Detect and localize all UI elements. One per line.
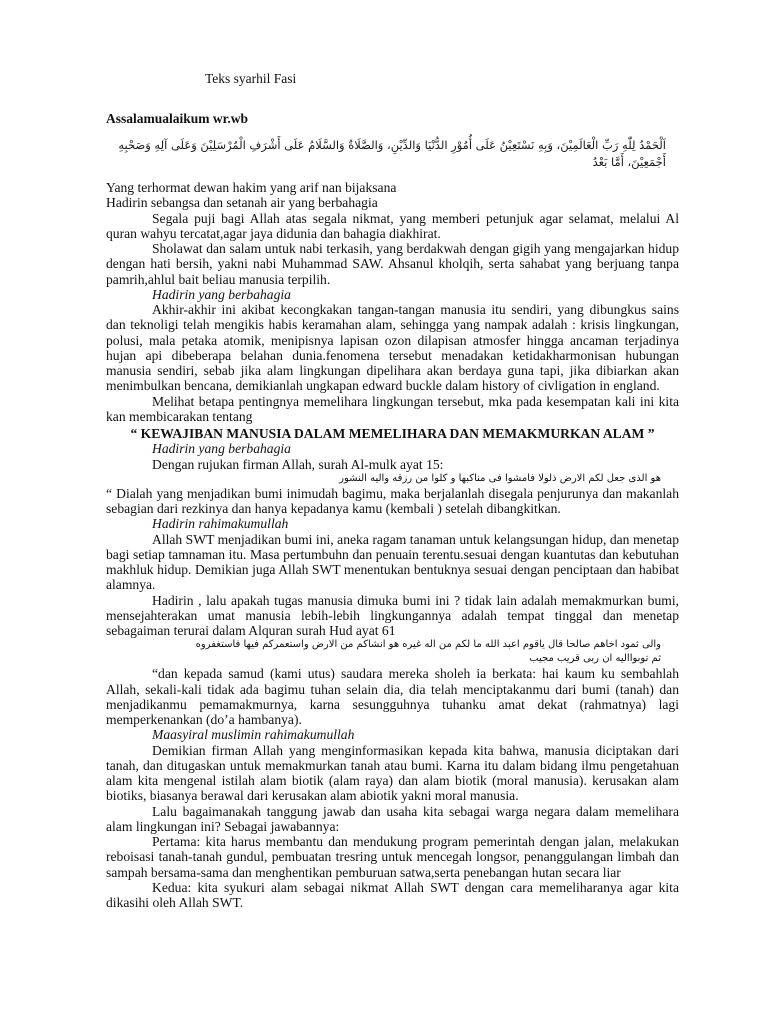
verse-translation: “ Dialah yang menjadikan bumi inimudah bagimu, maka berjalanlah disegala penjurunya dan makanlah sebagian dari rezkinya dan hanya kepadanya kamu (kembali ) setelah dibangkitkan. [106,485,679,516]
section-subheading: Hadirin yang berbahagia [152,286,291,302]
arabic-verse: هو الذى جعل لكم الارض ذلولا فامشوا فى مناكبها و كلوا من رزقه واليه النشور [339,472,661,484]
paragraph: Pertama: kita harus membantu dan mendukung program pemerintah dengan jalan, melakukan reboisasi tanah-tanah gundul, pembuatan tresring untuk mencegah longsor, penanggulangan limbah dan sampah bersama-sama dan menghentikan pemburuan satwa,serta penebangan hutan secara liar [106,834,679,880]
paragraph: Allah SWT menjadikan bumi ini, aneka ragam tanaman untuk kelangsungan hidup, dan menetap bagi setiap tamnaman itu. Masa pertumbuhn dan penuain terentu.sesuai dengan kuantutas dan kebutuhan makhluk hidup. Demikian juga Allah SWT menentukan bentuknya sesuai dengan penciptaan dan habibat alamnya. [106,531,679,593]
paragraph: Akhir-akhir ini akibat kecongkakan tangan-tangan manusia itu sendiri, yang dibungkus sains dan teknoligi telah mengikis habis keramahan alam, sehingga yang nampak adalah : krisis lingkungan, polusi, mala petaka atomik, menipisnya lapisan ozon dilapisan atmosfer hingga ancaman terjadinya hujan api dibeberapa belahan dunia.fenomena tersebut menadakan ketidakharmonisan hubungan manusia sendiri, sebab jika alam lingkungan dipelihara akan berdaya guna tapi, jika dibiarkan akan menimbulkan bencana, demikianlah ungkapan edward buckle dalam history of civligation in england. [106,302,679,394]
arabic-verse: والى ثمود اخاهم صالحا قال ياقوم اعبد الله ما لكم من اله غيره هو انشاكم من الارض واستعمركم فيها فاستغفروه [195,639,661,651]
speech-theme-heading: “ KEWAJIBAN MANUSIA DALAM MEMELIHARA DAN MEMAKMURKAN ALAM ” [130,426,655,441]
greeting-heading: Assalamualaikum wr.wb [106,111,249,126]
paragraph: Sholawat dan salam untuk nabi terkasih, yang berdakwah dengan gigih yang mengajarkan hidup dengan hati bersih, yakni nabi Muhammad SAW. Ahsanul kholqih, serta sahabat yang berjuang tanpa pamrih,ahlul bait beliau manusia terpilih. [106,241,679,287]
paragraph: Demikian firman Allah yang menginformasikan kepada kita bahwa, manusia diciptakan dari tanah, dan ditugaskan untuk memakmurkan tanah atau bumi. Karna itu dalam bidang ilmu pengetahuan alam kita mengenal istilah alam biotik (alam raya) dan alam biotik (moral manusia). kerusakan alam biotiks, biasanya berawal dari kerusakan alam abiotik yakni moral manusia. [106,742,679,804]
section-subheading: Hadirin rahimakumullah [152,516,289,532]
arabic-opening-prayer: اَلْحَمْدُ لِلّٰهِ رَبِّ الْعَالَمِيْنَ، وَبِهِ نَسْتَعِيْنُ عَلَى أُمُوْرِ الدُّنْيَا وَالدِّيْنِ، وَالصَّلَاةُ وَالسَّلَامُ عَلَى أَشْرَفِ الْمُرْسَلِيْنَ وَعَلَى آلِهِ وَصَحْبِهِ أَجْمَعِيْنَ، أَمَّا بَعْدُ [118,138,666,169]
paragraph: Segala puji bagi Allah atas segala nikmat, yang memberi petunjuk agar selamat, melalui Al quran wahyu tercatat,agar jaya didunia dan bahagia diakhirat. [106,210,679,241]
salutation-line: Hadirin sebangsa dan setanah air yang berbahagia [106,195,378,211]
paragraph: Kedua: kita syukuri alam sebagai nikmat Allah SWT dengan cara memeliharanya agar kita dikasihi oleh Allah SWT. [106,879,679,910]
section-subheading: Maasyiral muslimin rahimakumullah [152,727,355,743]
paragraph: Hadirin , lalu apakah tugas manusia dimuka bumi ini ? tidak lain adalah memakmurkan bumi, mensejahterakan umat manusia lebih-lebih lingkungannya adalah tempat tinggal dan menetap sebagaiman terurai dalam Alquran surah Hud ayat 61 [106,592,679,638]
salutation-line: Yang terhormat dewan hakim yang arif nan bijaksana [106,180,397,195]
arabic-verse: ثم توبوااليه ان ربى قريب مجيب [529,653,661,665]
verse-translation: “dan kepada samud (kami utus) saudara mereka sholeh ia berkata: hai kaum ku sembahlah Allah, sekali-kali tidak ada bagimu tuhan selain dia, dia telah menciptakanmu dari bumi (tanah) dan menjadikanmu pemamakmurnya, karna sesungguhnya tuhanku amat dekat (rahmatnya) lagi memperkenankan (do’a hambanya). [106,666,679,727]
paragraph: Lalu bagaimanakah tanggung jawab dan usaha kita sebagai warga negara dalam memelihara alam lingkungan ini? Sebagai jawabannya: [106,803,679,834]
paragraph: Dengan rujukan firman Allah, surah Al-mulk ayat 15: [152,456,444,472]
section-subheading: Hadirin yang berbahagia [152,441,291,457]
paragraph: Melihat betapa pentingnya memelihara lingkungan tersebut, mka pada kesempatan kali ini kita kan membicarakan tentang [106,393,679,424]
speech-body [106,180,679,910]
document-title: Teks syarhil Fasi [205,71,297,86]
